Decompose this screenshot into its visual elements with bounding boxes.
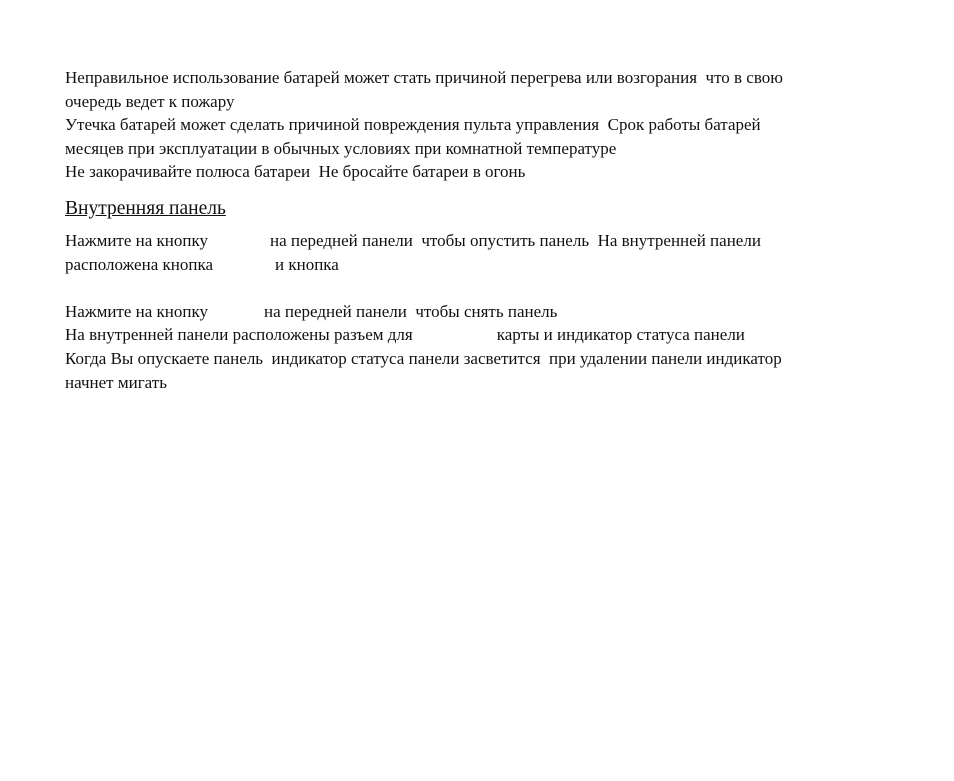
text-segment: карты и индикатор статуса панели	[496, 325, 745, 345]
document-page	[65, 66, 895, 394]
paragraph-lower-panel	[65, 229, 895, 276]
paragraph-line	[65, 253, 895, 277]
text-segment: На внутренней панели расположены разъем для	[65, 325, 413, 345]
warning-line: Неправильное использование батарей может стать причиной перегрева или возгорания что в свою	[65, 68, 783, 87]
section-title: Внутренняя панель	[65, 197, 226, 219]
paragraph-line: начнет мигать	[65, 372, 167, 392]
text-segment: на передней панели чтобы снять панель	[264, 301, 558, 321]
paragraph-remove-panel	[65, 300, 895, 394]
paragraph-line	[65, 229, 895, 253]
text-segment: расположена кнопка	[65, 254, 213, 274]
warning-line: Не закорачивайте полюса батареи Не бросайте батареи в огонь	[65, 162, 526, 182]
paragraph-spacer	[65, 276, 895, 300]
warning-line: месяцев при эксплуатации в обычных условиях при комнатной температуре	[65, 138, 617, 158]
paragraph-line	[65, 300, 895, 324]
text-segment: Нажмите на кнопку	[65, 301, 209, 321]
paragraph-line	[65, 323, 895, 347]
text-segment: Нажмите на кнопку	[65, 230, 209, 250]
text-segment: на передней панели чтобы опустить панель На внутренней панели	[270, 230, 761, 250]
warning-line: Утечка батарей может сделать причиной повреждения пульта управления Срок работы батарей	[65, 115, 761, 135]
text-segment: и кнопка	[275, 254, 339, 274]
warning-line: очередь ведет к пожару	[65, 91, 235, 111]
paragraph-line: Когда Вы опускаете панель индикатор статуса панели засветится при удалении панели индикатор	[65, 348, 782, 368]
battery-warning-block	[65, 66, 895, 184]
